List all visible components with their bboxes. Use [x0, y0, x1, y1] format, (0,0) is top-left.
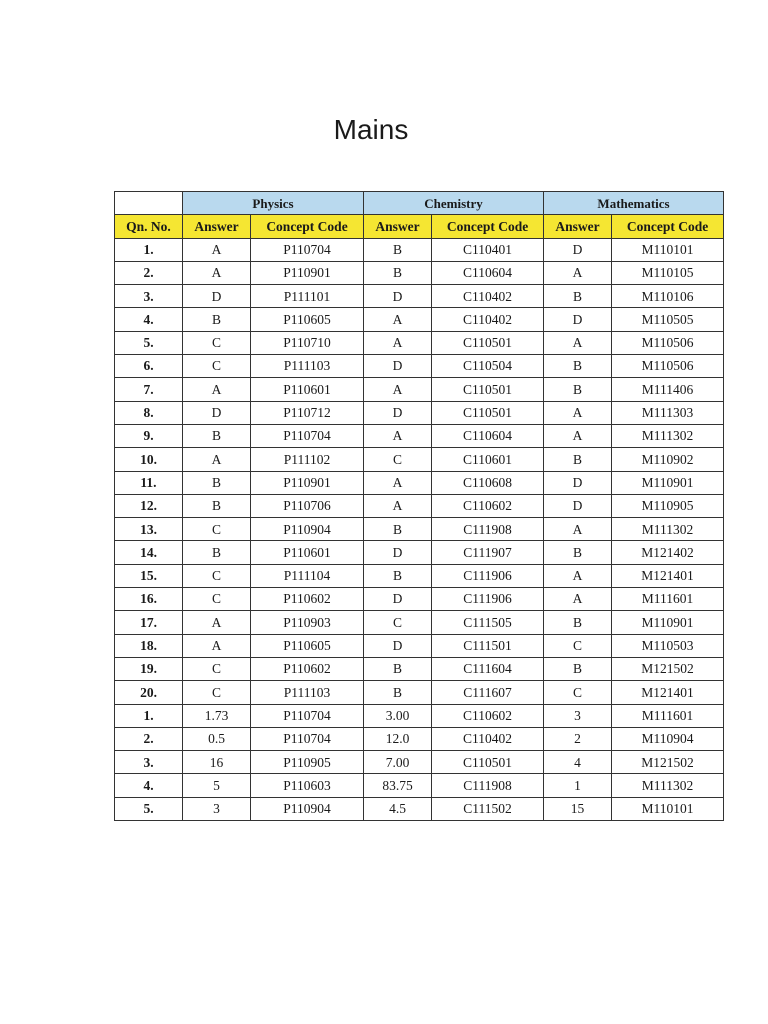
mathematics-answer-cell: B — [544, 448, 612, 471]
question-number-cell: 13. — [115, 518, 183, 541]
mathematics-answer-cell: A — [544, 588, 612, 611]
physics-answer-cell: B — [183, 471, 251, 494]
chemistry-concept-code-cell: C110501 — [432, 378, 544, 401]
physics-answer-cell: B — [183, 541, 251, 564]
mathematics-concept-code-cell: M121402 — [612, 541, 724, 564]
column-header-physics-answer: Answer — [183, 215, 251, 238]
chemistry-answer-cell: A — [364, 471, 432, 494]
question-number-cell: 20. — [115, 681, 183, 704]
table-row — [115, 611, 724, 634]
chemistry-answer-cell: B — [364, 238, 432, 261]
chemistry-answer-cell: A — [364, 331, 432, 354]
physics-concept-code-cell: P110601 — [251, 541, 364, 564]
physics-concept-code-cell: P110712 — [251, 401, 364, 424]
subject-header-mathematics: Mathematics — [544, 192, 724, 215]
chemistry-answer-cell: B — [364, 657, 432, 680]
chemistry-answer-cell: B — [364, 261, 432, 284]
question-number-cell: 12. — [115, 494, 183, 517]
physics-answer-cell: A — [183, 634, 251, 657]
mathematics-answer-cell: 15 — [544, 797, 612, 820]
mathematics-concept-code-cell: M110506 — [612, 331, 724, 354]
physics-answer-cell: A — [183, 261, 251, 284]
chemistry-concept-code-cell: C111501 — [432, 634, 544, 657]
physics-answer-cell: B — [183, 424, 251, 447]
question-number-cell: 6. — [115, 355, 183, 378]
table-row — [115, 424, 724, 447]
physics-answer-cell: C — [183, 657, 251, 680]
table-row — [115, 774, 724, 797]
chemistry-answer-cell: 83.75 — [364, 774, 432, 797]
page-title: Mains — [333, 114, 409, 145]
mathematics-answer-cell: B — [544, 355, 612, 378]
physics-concept-code-cell: P110605 — [251, 634, 364, 657]
table-row — [115, 238, 724, 261]
physics-concept-code-cell: P111103 — [251, 681, 364, 704]
mathematics-answer-cell: A — [544, 424, 612, 447]
table-row — [115, 308, 724, 331]
mathematics-concept-code-cell: M110901 — [612, 611, 724, 634]
table-row — [115, 448, 724, 471]
mathematics-concept-code-cell: M110101 — [612, 238, 724, 261]
question-number-cell: 3. — [115, 285, 183, 308]
physics-concept-code-cell: P110903 — [251, 611, 364, 634]
physics-concept-code-cell: P110710 — [251, 331, 364, 354]
mathematics-answer-cell: B — [544, 657, 612, 680]
subject-header-physics: Physics — [183, 192, 364, 215]
table-row — [115, 797, 724, 820]
table-row — [115, 727, 724, 750]
physics-answer-cell: C — [183, 355, 251, 378]
physics-answer-cell: C — [183, 331, 251, 354]
mathematics-answer-cell: D — [544, 238, 612, 261]
table-row — [115, 518, 724, 541]
physics-answer-cell: 5 — [183, 774, 251, 797]
mathematics-concept-code-cell: M110905 — [612, 494, 724, 517]
table-row — [115, 657, 724, 680]
mathematics-answer-cell: A — [544, 401, 612, 424]
mathematics-concept-code-cell: M121502 — [612, 751, 724, 774]
chemistry-answer-cell: A — [364, 378, 432, 401]
chemistry-answer-cell: D — [364, 588, 432, 611]
physics-concept-code-cell: P110605 — [251, 308, 364, 331]
table-row — [115, 378, 724, 401]
column-header-physics-concept-code: Concept Code — [251, 215, 364, 238]
mathematics-answer-cell: 1 — [544, 774, 612, 797]
physics-concept-code-cell: P110904 — [251, 518, 364, 541]
table-row — [115, 564, 724, 587]
physics-answer-cell: D — [183, 285, 251, 308]
physics-concept-code-cell: P110904 — [251, 797, 364, 820]
chemistry-answer-cell: B — [364, 564, 432, 587]
chemistry-concept-code-cell: C111908 — [432, 518, 544, 541]
column-header-mathematics-concept-code: Concept Code — [612, 215, 724, 238]
mathematics-concept-code-cell: M121401 — [612, 564, 724, 587]
physics-answer-cell: 1.73 — [183, 704, 251, 727]
mathematics-answer-cell: B — [544, 541, 612, 564]
question-number-cell: 4. — [115, 308, 183, 331]
physics-answer-cell: C — [183, 518, 251, 541]
chemistry-concept-code-cell: C111607 — [432, 681, 544, 704]
chemistry-concept-code-cell: C111604 — [432, 657, 544, 680]
physics-concept-code-cell: P110905 — [251, 751, 364, 774]
question-number-cell: 2. — [115, 727, 183, 750]
mathematics-concept-code-cell: M110105 — [612, 261, 724, 284]
question-number-cell: 19. — [115, 657, 183, 680]
physics-concept-code-cell: P110704 — [251, 424, 364, 447]
question-number-cell: 5. — [115, 331, 183, 354]
mathematics-concept-code-cell: M110904 — [612, 727, 724, 750]
physics-answer-cell: C — [183, 588, 251, 611]
mathematics-answer-cell: A — [544, 518, 612, 541]
physics-answer-cell: A — [183, 611, 251, 634]
table-row — [115, 704, 724, 727]
question-number-cell: 4. — [115, 774, 183, 797]
table-row — [115, 541, 724, 564]
chemistry-answer-cell: D — [364, 401, 432, 424]
question-number-cell: 11. — [115, 471, 183, 494]
table-row — [115, 331, 724, 354]
column-header-chemistry-concept-code: Concept Code — [432, 215, 544, 238]
mathematics-answer-cell: A — [544, 331, 612, 354]
question-number-cell: 5. — [115, 797, 183, 820]
chemistry-answer-cell: D — [364, 541, 432, 564]
chemistry-answer-cell: 4.5 — [364, 797, 432, 820]
mathematics-concept-code-cell: M110506 — [612, 355, 724, 378]
physics-concept-code-cell: P110901 — [251, 471, 364, 494]
mathematics-answer-cell: 2 — [544, 727, 612, 750]
chemistry-answer-cell: A — [364, 308, 432, 331]
physics-concept-code-cell: P111102 — [251, 448, 364, 471]
chemistry-answer-cell: D — [364, 634, 432, 657]
chemistry-answer-cell: D — [364, 355, 432, 378]
chemistry-concept-code-cell: C111906 — [432, 588, 544, 611]
chemistry-concept-code-cell: C111906 — [432, 564, 544, 587]
physics-answer-cell: B — [183, 494, 251, 517]
physics-concept-code-cell: P110603 — [251, 774, 364, 797]
chemistry-concept-code-cell: C110504 — [432, 355, 544, 378]
answer-rows — [115, 238, 724, 820]
physics-answer-cell: C — [183, 681, 251, 704]
mathematics-answer-cell: A — [544, 261, 612, 284]
mathematics-answer-cell: B — [544, 378, 612, 401]
column-header-question-number: Qn. No. — [115, 215, 183, 238]
question-number-cell: 3. — [115, 751, 183, 774]
mathematics-concept-code-cell: M111302 — [612, 518, 724, 541]
chemistry-concept-code-cell: C110402 — [432, 308, 544, 331]
mathematics-answer-cell: D — [544, 471, 612, 494]
mathematics-answer-cell: B — [544, 285, 612, 308]
physics-concept-code-cell: P110706 — [251, 494, 364, 517]
mathematics-concept-code-cell: M110503 — [612, 634, 724, 657]
physics-concept-code-cell: P110704 — [251, 704, 364, 727]
chemistry-concept-code-cell: C111908 — [432, 774, 544, 797]
question-number-cell: 8. — [115, 401, 183, 424]
physics-answer-cell: 16 — [183, 751, 251, 774]
mathematics-concept-code-cell: M111601 — [612, 704, 724, 727]
physics-concept-code-cell: P111103 — [251, 355, 364, 378]
physics-concept-code-cell: P110704 — [251, 727, 364, 750]
chemistry-answer-cell: B — [364, 681, 432, 704]
mathematics-concept-code-cell: M110106 — [612, 285, 724, 308]
mathematics-answer-cell: B — [544, 611, 612, 634]
table-row — [115, 471, 724, 494]
chemistry-answer-cell: 12.0 — [364, 727, 432, 750]
mathematics-concept-code-cell: M110901 — [612, 471, 724, 494]
question-number-cell: 9. — [115, 424, 183, 447]
question-number-cell: 1. — [115, 238, 183, 261]
table-row — [115, 751, 724, 774]
column-header-row — [115, 215, 724, 238]
mathematics-concept-code-cell: M110902 — [612, 448, 724, 471]
question-number-cell: 17. — [115, 611, 183, 634]
column-header-chemistry-answer: Answer — [364, 215, 432, 238]
question-number-cell: 7. — [115, 378, 183, 401]
table-row — [115, 681, 724, 704]
physics-concept-code-cell: P110602 — [251, 657, 364, 680]
table-row — [115, 588, 724, 611]
physics-concept-code-cell: P111104 — [251, 564, 364, 587]
physics-answer-cell: B — [183, 308, 251, 331]
physics-concept-code-cell: P110601 — [251, 378, 364, 401]
chemistry-answer-cell: A — [364, 494, 432, 517]
physics-answer-cell: A — [183, 448, 251, 471]
chemistry-concept-code-cell: C110401 — [432, 238, 544, 261]
chemistry-concept-code-cell: C111502 — [432, 797, 544, 820]
mathematics-concept-code-cell: M110505 — [612, 308, 724, 331]
question-number-cell: 15. — [115, 564, 183, 587]
table-row — [115, 285, 724, 308]
subject-header-row — [115, 192, 724, 215]
mathematics-concept-code-cell: M111303 — [612, 401, 724, 424]
chemistry-answer-cell: C — [364, 448, 432, 471]
mathematics-answer-cell: D — [544, 494, 612, 517]
chemistry-concept-code-cell: C110501 — [432, 401, 544, 424]
chemistry-answer-cell: A — [364, 424, 432, 447]
mathematics-answer-cell: A — [544, 564, 612, 587]
physics-answer-cell: D — [183, 401, 251, 424]
subject-header-chemistry: Chemistry — [364, 192, 544, 215]
question-number-cell: 10. — [115, 448, 183, 471]
table-row — [115, 355, 724, 378]
table-row — [115, 401, 724, 424]
mathematics-concept-code-cell: M110101 — [612, 797, 724, 820]
table-row — [115, 634, 724, 657]
chemistry-concept-code-cell: C110604 — [432, 424, 544, 447]
mathematics-concept-code-cell: M111302 — [612, 424, 724, 447]
physics-concept-code-cell: P110704 — [251, 238, 364, 261]
chemistry-answer-cell: 7.00 — [364, 751, 432, 774]
chemistry-concept-code-cell: C110608 — [432, 471, 544, 494]
mathematics-concept-code-cell: M121502 — [612, 657, 724, 680]
mathematics-concept-code-cell: M111302 — [612, 774, 724, 797]
chemistry-concept-code-cell: C110602 — [432, 494, 544, 517]
table-row — [115, 494, 724, 517]
mathematics-answer-cell: D — [544, 308, 612, 331]
physics-answer-cell: A — [183, 378, 251, 401]
chemistry-concept-code-cell: C111505 — [432, 611, 544, 634]
chemistry-concept-code-cell: C110501 — [432, 751, 544, 774]
chemistry-answer-cell: D — [364, 285, 432, 308]
mathematics-concept-code-cell: M111406 — [612, 378, 724, 401]
physics-concept-code-cell: P111101 — [251, 285, 364, 308]
chemistry-concept-code-cell: C110402 — [432, 285, 544, 308]
chemistry-concept-code-cell: C111907 — [432, 541, 544, 564]
physics-concept-code-cell: P110901 — [251, 261, 364, 284]
physics-answer-cell: A — [183, 238, 251, 261]
chemistry-concept-code-cell: C110501 — [432, 331, 544, 354]
question-number-cell: 18. — [115, 634, 183, 657]
table-row — [115, 261, 724, 284]
chemistry-concept-code-cell: C110601 — [432, 448, 544, 471]
question-number-cell: 2. — [115, 261, 183, 284]
mathematics-concept-code-cell: M121401 — [612, 681, 724, 704]
question-number-cell: 1. — [115, 704, 183, 727]
physics-answer-cell: 0.5 — [183, 727, 251, 750]
physics-concept-code-cell: P110602 — [251, 588, 364, 611]
chemistry-concept-code-cell: C110402 — [432, 727, 544, 750]
mathematics-answer-cell: 4 — [544, 751, 612, 774]
chemistry-concept-code-cell: C110602 — [432, 704, 544, 727]
physics-answer-cell: 3 — [183, 797, 251, 820]
chemistry-concept-code-cell: C110604 — [432, 261, 544, 284]
chemistry-answer-cell: C — [364, 611, 432, 634]
mathematics-answer-cell: C — [544, 681, 612, 704]
mathematics-concept-code-cell: M111601 — [612, 588, 724, 611]
mathematics-answer-cell: 3 — [544, 704, 612, 727]
physics-answer-cell: C — [183, 564, 251, 587]
chemistry-answer-cell: 3.00 — [364, 704, 432, 727]
blank-header-cell — [115, 192, 183, 215]
mathematics-answer-cell: C — [544, 634, 612, 657]
answer-key-table — [114, 191, 724, 821]
question-number-cell: 14. — [115, 541, 183, 564]
question-number-cell: 16. — [115, 588, 183, 611]
column-header-mathematics-answer: Answer — [544, 215, 612, 238]
chemistry-answer-cell: B — [364, 518, 432, 541]
